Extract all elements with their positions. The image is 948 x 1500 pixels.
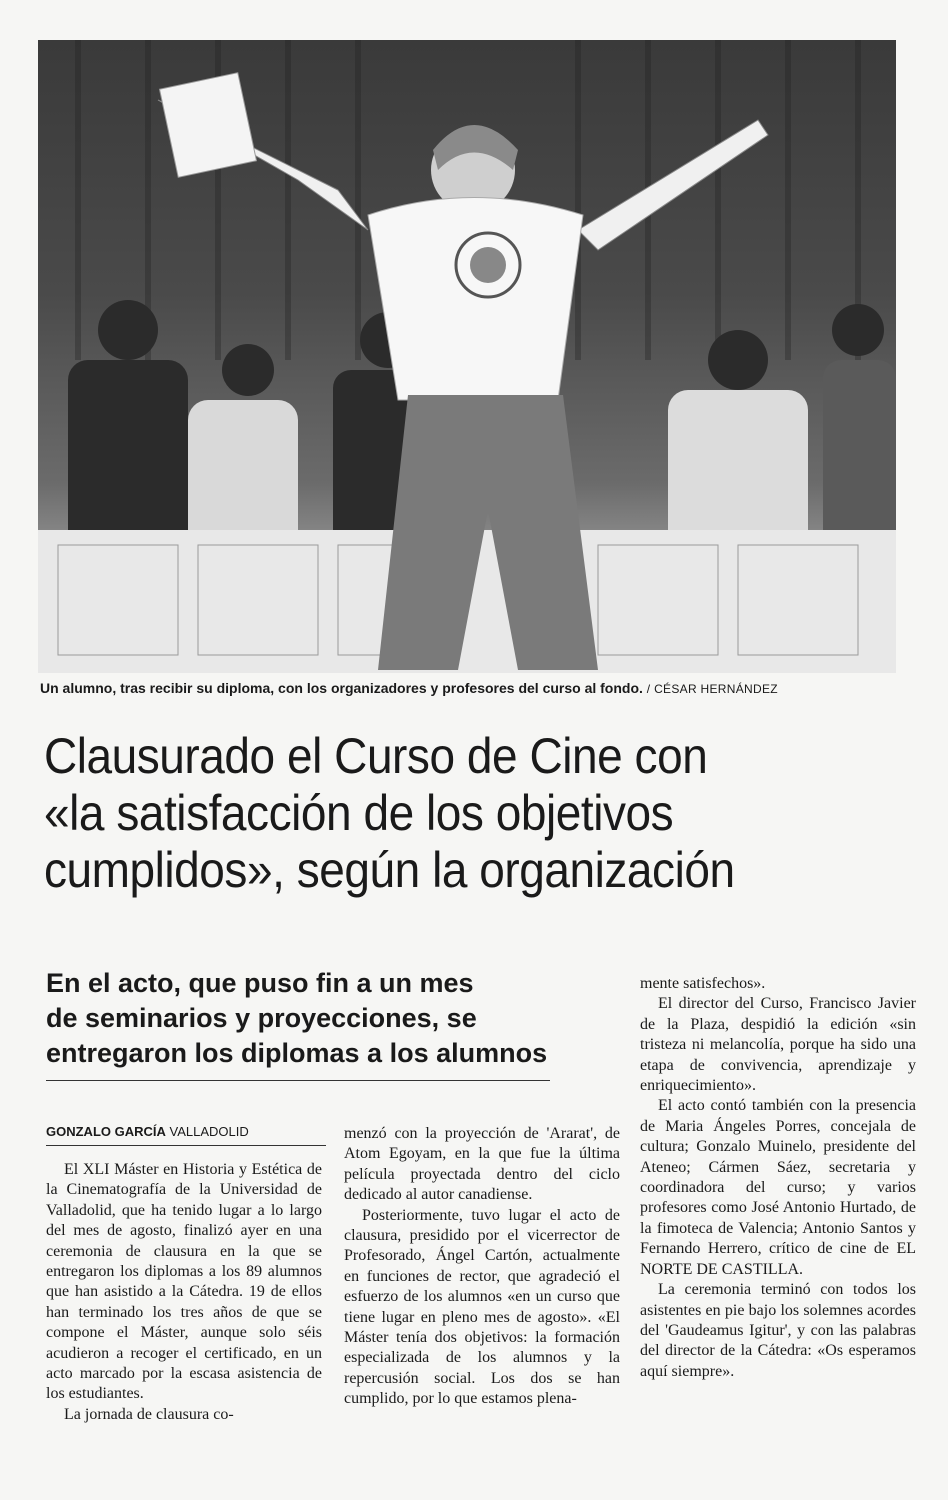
byline-author: GONZALO GARCÍA [46, 1124, 166, 1139]
article-column-1 [46, 1160, 322, 1425]
photo-illustration [38, 40, 896, 673]
subhead-divider [46, 1080, 550, 1081]
byline [46, 1124, 326, 1139]
byline-location: VALLADOLID [169, 1124, 249, 1139]
photo-credit: / CÉSAR HERNÁNDEZ [646, 682, 778, 696]
paragraph: La ceremonia terminó con todos los asistentes en pie bajo los solemnes acordes del 'Gaudeamus Igitur', y con las palabras del director de la Cátedra: «Os esperamos aquí siempre». [640, 1281, 916, 1380]
article-column-2 [344, 1124, 620, 1410]
headline-line-2: «la satisfacción de los objetivos [44, 785, 674, 841]
paragraph: mente satisfechos». [640, 975, 766, 992]
subhead-line-1: En el acto, que puso fin a un mes [46, 968, 474, 998]
caption-text: Un alumno, tras recibir su diploma, con los organizadores y profesores del curso al fondo. [40, 680, 643, 696]
headline-line-1: Clausurado el Curso de Cine con [44, 728, 708, 784]
paragraph: Posteriormente, tuvo lugar el acto de clausura, presidido por el vicerrector de Profesorado, Ángel Cartón, actualmente en funciones de rector, que agradeció el esfuerzo de los alumnos «en un curso que tiene lugar en pleno mes de agosto». «El Máster tenía dos objetivos: la formación especializada de los alumnos y la repercusión social. Los dos se han cumplido, por lo que estamos plena- [344, 1206, 620, 1408]
byline-divider [46, 1145, 326, 1146]
paragraph: menzó con la proyección de 'Ararat', de Atom Egoyam, en la que fue la última película proyectada dentro del ciclo dedicado al autor canadiense. [344, 1125, 620, 1204]
article-column-3 [640, 974, 916, 1382]
paragraph: El acto contó también con la presencia de Maria Ángeles Porres, concejala de cultura; Gonzalo Muinelo, presidente del Ateneo; Cármen Sáez, secretaria y coordinadora del curso; y varios profesores como José Antonio Hurtado, de la fimoteca de Valencia; Antonio Santos y Fernando Herrero, crítico de cine de EL NORTE DE CASTILLA. [640, 1097, 916, 1278]
subhead-line-2: de seminarios y proyecciones, se [46, 1003, 477, 1033]
paragraph: La jornada de clausura co- [64, 1405, 234, 1423]
headline-line-3: cumplidos», según la organización [44, 842, 735, 898]
subhead-line-3: entregaron los diplomas a los alumnos [46, 1038, 548, 1068]
subheadline [46, 966, 626, 1071]
paragraph: El director del Curso, Francisco Javier de la Plaza, despidió la edición «sin tristeza ni melancolía, porque ha sido una etapa de convivencia, aprendizaje y enriquecimiento». [640, 995, 916, 1095]
photo-caption [40, 680, 900, 696]
headline [44, 728, 835, 899]
paragraph: El XLI Máster en Historia y Estética de la Cinematografía de la Universidad de Valladolid, que ha tenido lugar a lo largo del mes de agosto, finalizó ayer en una ceremonia de clausura en la que se entregaron los diplomas a los 89 alumnos que han asistido a la Cátedra. 19 de ellos han terminado los tres años de que se compone el Máster, aunque solo séis acudieron a recoger el certificado, en un acto marcado por la escasa asistencia de los estudiantes. [46, 1161, 322, 1403]
article-photo [38, 40, 896, 673]
